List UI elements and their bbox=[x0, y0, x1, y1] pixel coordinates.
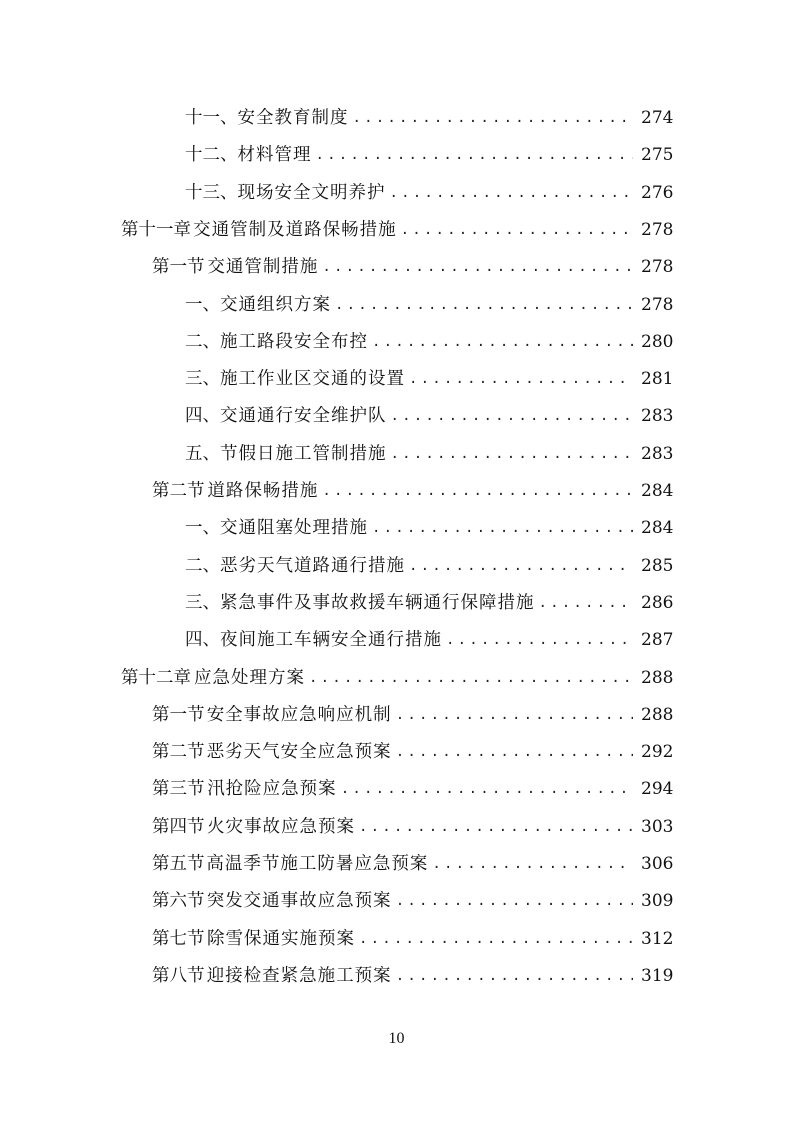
toc-entry-title: 恶劣天气道路通行措施 bbox=[220, 555, 405, 576]
toc-dot-leader bbox=[359, 921, 633, 958]
toc-section-row[interactable] bbox=[152, 249, 673, 286]
toc-entry-number: 第一节 bbox=[152, 257, 205, 278]
toc-item-row[interactable] bbox=[185, 436, 673, 473]
toc-dot-leader bbox=[353, 100, 634, 137]
toc-entry-title: 道路保畅措施 bbox=[207, 481, 319, 501]
toc-entry-page: 284 bbox=[641, 518, 674, 539]
toc-entry-page: 309 bbox=[641, 891, 674, 912]
toc-item-row[interactable] bbox=[185, 100, 673, 137]
toc-entry-title: 施工作业区交通的设置 bbox=[220, 369, 405, 390]
toc-dot-leader bbox=[391, 398, 634, 435]
toc-entry-number: 十三、 bbox=[185, 182, 238, 203]
toc-chapter-row[interactable] bbox=[121, 660, 673, 697]
toc-entry-title: 交通通行安全维护队 bbox=[220, 406, 387, 427]
toc-entry-page: 284 bbox=[641, 481, 674, 501]
toc-entry-title: 迎接检查紧急施工预案 bbox=[206, 965, 392, 986]
toc-entry-title: 交通组织方案 bbox=[220, 294, 331, 315]
toc-section-row[interactable] bbox=[152, 697, 673, 734]
toc-entry-title: 汛抢险应急预案 bbox=[207, 779, 337, 800]
toc-entry-number: 一、 bbox=[185, 518, 220, 539]
toc-entry-title: 安全教育制度 bbox=[237, 108, 349, 128]
toc-dot-leader bbox=[372, 324, 633, 361]
toc-dot-leader bbox=[309, 660, 633, 697]
toc-entry-number: 第十一章 bbox=[121, 219, 191, 240]
toc-entry-number: 第一节 bbox=[152, 704, 205, 725]
toc-entry-page: 306 bbox=[641, 854, 674, 874]
toc-entry-page: 283 bbox=[641, 443, 674, 464]
toc-item-row[interactable] bbox=[185, 175, 673, 212]
toc-entry-title: 施工路段安全布控 bbox=[220, 331, 368, 352]
toc-item-row[interactable] bbox=[185, 287, 673, 324]
toc-section-row[interactable] bbox=[152, 921, 673, 958]
toc-entry-page: 278 bbox=[641, 219, 674, 240]
toc-entry-number: 五、 bbox=[185, 443, 220, 464]
toc-entry-number: 十一、 bbox=[185, 108, 238, 128]
toc-item-row[interactable] bbox=[185, 585, 673, 622]
toc-dot-leader bbox=[322, 473, 633, 510]
toc-entry-page: 276 bbox=[641, 182, 674, 203]
toc-dot-leader bbox=[446, 622, 633, 659]
toc-entry-title: 交通阻塞处理措施 bbox=[220, 518, 368, 539]
toc-entry-number: 十二、 bbox=[185, 145, 238, 166]
toc-entry-title: 交通管制及道路保畅措施 bbox=[193, 219, 397, 240]
toc-dot-leader bbox=[372, 510, 633, 547]
toc-dot-leader bbox=[316, 137, 634, 174]
toc-entry-number: 第二节 bbox=[152, 481, 205, 501]
toc-dot-leader bbox=[401, 212, 633, 249]
toc-dot-leader bbox=[335, 287, 633, 324]
toc-dot-leader bbox=[396, 734, 633, 771]
toc-entry-page: 281 bbox=[641, 369, 674, 390]
toc-dot-leader bbox=[409, 361, 633, 398]
toc-entry-number: 一、 bbox=[185, 294, 220, 315]
toc-dot-leader bbox=[341, 771, 633, 808]
toc-entry-number: 四、 bbox=[185, 630, 220, 651]
toc-entry-title: 火灾事故应急预案 bbox=[207, 816, 356, 837]
toc-entry-number: 二、 bbox=[185, 555, 220, 576]
toc-section-row[interactable] bbox=[152, 846, 673, 883]
toc-dot-leader bbox=[390, 175, 634, 212]
toc-entry-page: 285 bbox=[641, 555, 674, 576]
toc-dot-leader bbox=[409, 548, 633, 585]
toc-dot-leader bbox=[432, 846, 633, 883]
toc-entry-title: 紧急事件及事故救援车辆通行保障措施 bbox=[220, 592, 535, 613]
toc-dot-leader bbox=[322, 249, 633, 286]
toc-entry-number: 二、 bbox=[185, 331, 220, 352]
toc-item-row[interactable] bbox=[185, 622, 673, 659]
toc-entry-page: 278 bbox=[641, 257, 674, 278]
toc-entry-title: 节假日施工管制措施 bbox=[220, 443, 387, 464]
toc-item-row[interactable] bbox=[185, 548, 673, 585]
toc-entry-number: 四、 bbox=[185, 406, 220, 427]
toc-section-row[interactable] bbox=[152, 958, 673, 995]
toc-item-row[interactable] bbox=[185, 324, 673, 361]
toc-item-row[interactable] bbox=[185, 137, 673, 174]
toc-entry-number: 三、 bbox=[185, 592, 220, 613]
toc-item-row[interactable] bbox=[185, 398, 673, 435]
toc-entry-page: 278 bbox=[641, 294, 674, 315]
toc-item-row[interactable] bbox=[185, 361, 673, 398]
toc-section-row[interactable] bbox=[152, 473, 673, 510]
toc-section-row[interactable] bbox=[152, 771, 673, 808]
toc-dot-leader bbox=[359, 809, 633, 846]
toc-entry-page: 280 bbox=[641, 331, 674, 352]
toc-entry-page: 275 bbox=[641, 145, 674, 166]
toc-entry-page: 288 bbox=[641, 667, 674, 688]
toc-section-row[interactable] bbox=[152, 883, 673, 920]
toc-entry-number: 第七节 bbox=[152, 928, 205, 949]
toc-section-row[interactable] bbox=[152, 734, 673, 771]
toc-entry-page: 312 bbox=[641, 928, 674, 949]
toc-dot-leader bbox=[396, 958, 633, 995]
toc-entry-number: 第三节 bbox=[152, 779, 205, 800]
toc-entry-number: 第十二章 bbox=[121, 667, 191, 688]
toc-section-row[interactable] bbox=[152, 809, 673, 846]
toc-entry-number: 第四节 bbox=[152, 816, 205, 837]
page-number: 10 bbox=[388, 1030, 405, 1047]
toc-entry-title: 夜间施工车辆安全通行措施 bbox=[220, 630, 442, 651]
toc-entry-number: 第八节 bbox=[152, 965, 205, 986]
toc-dot-leader bbox=[391, 436, 634, 473]
toc-dot-leader bbox=[396, 883, 633, 920]
toc-entry-page: 288 bbox=[641, 704, 674, 725]
toc-entry-number: 三、 bbox=[185, 369, 220, 390]
toc-entry-page: 292 bbox=[641, 742, 674, 763]
toc-dot-leader bbox=[539, 585, 634, 622]
toc-entry-title: 突发交通事故应急预案 bbox=[206, 891, 392, 912]
toc-entry-page: 294 bbox=[641, 779, 674, 800]
toc-entry-title: 恶劣天气安全应急预案 bbox=[206, 742, 392, 763]
toc-entry-title: 材料管理 bbox=[237, 145, 312, 166]
toc-entry-page: 286 bbox=[641, 592, 674, 613]
toc-entry-page: 303 bbox=[641, 816, 674, 837]
toc-entry-page: 319 bbox=[641, 965, 674, 986]
toc-entry-number: 第五节 bbox=[152, 854, 205, 874]
toc-entry-page: 283 bbox=[641, 406, 674, 427]
toc-entry-title: 现场安全文明养护 bbox=[237, 182, 386, 203]
toc-item-row[interactable] bbox=[185, 510, 673, 547]
toc-chapter-row[interactable] bbox=[121, 212, 673, 249]
toc-dot-leader bbox=[396, 697, 633, 734]
toc-entry-title: 安全事故应急响应机制 bbox=[206, 704, 392, 725]
toc-entry-title: 应急处理方案 bbox=[193, 667, 305, 688]
toc-entry-title: 高温季节施工防暑应急预案 bbox=[206, 854, 429, 874]
toc-entry-page: 274 bbox=[641, 108, 674, 128]
toc-entry-title: 交通管制措施 bbox=[207, 257, 319, 278]
toc-entry-number: 第二节 bbox=[152, 742, 205, 763]
toc-entry-title: 除雪保通实施预案 bbox=[207, 928, 356, 949]
toc-entry-page: 287 bbox=[641, 630, 674, 651]
toc-entry-number: 第六节 bbox=[152, 891, 205, 912]
